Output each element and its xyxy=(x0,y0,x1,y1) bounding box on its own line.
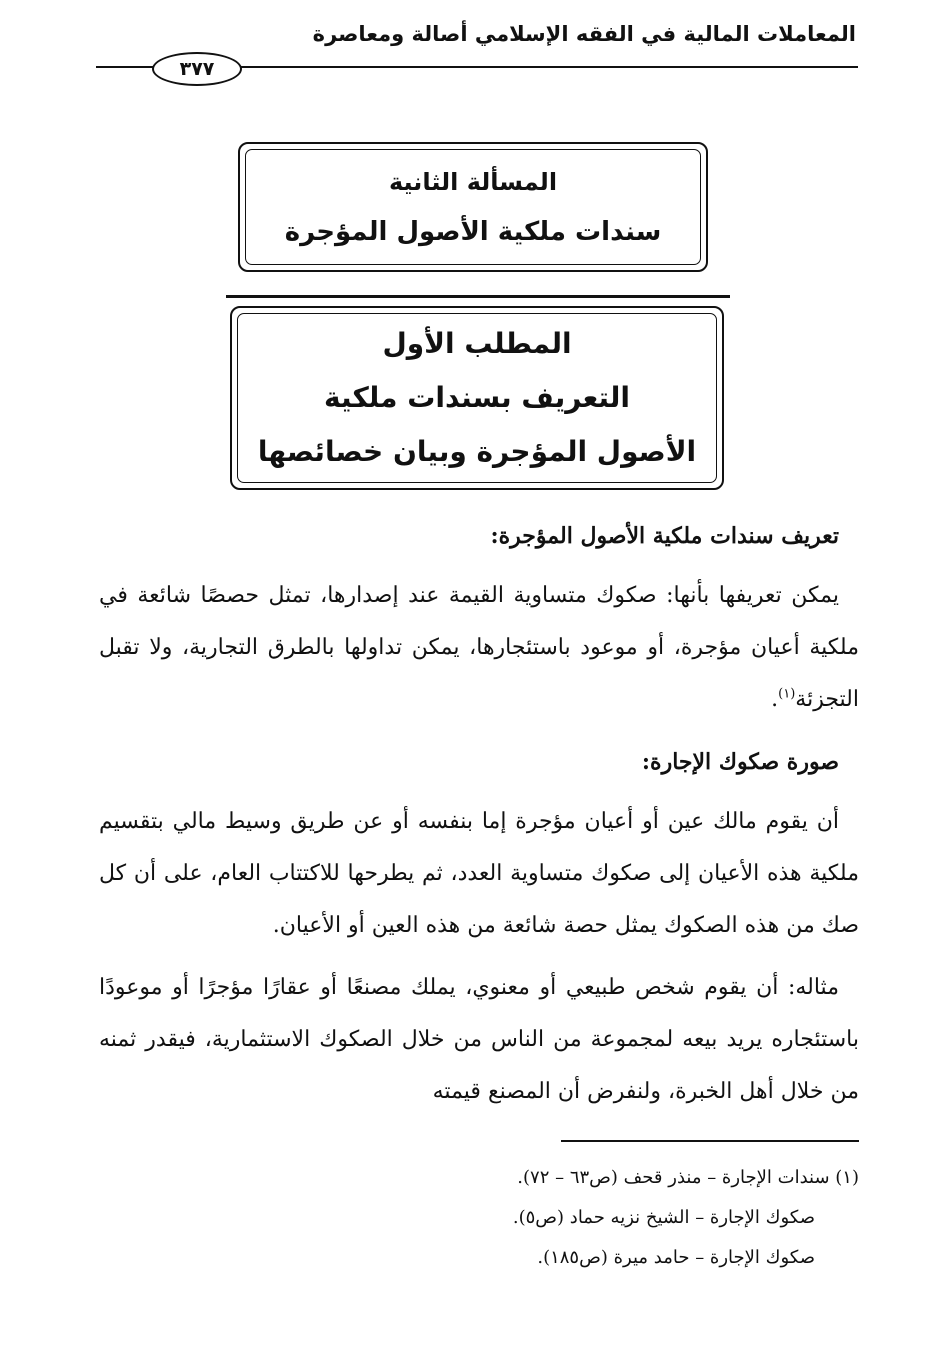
form-heading: صورة صكوك الإجارة: xyxy=(641,749,839,775)
definition-text: يمكن تعريفها بأنها: صكوك متساوية القيمة عند إصدارها، تمثل حصصًا شائعة في ملكية أعيان مؤجرة، أو موعود باستئجارها، يمكن تداولها بالطرق التجارية، ولا تقبل التجزئة xyxy=(99,583,859,712)
definition-heading: تعريف سندات ملكية الأصول المؤجرة: xyxy=(490,523,839,549)
body-text xyxy=(99,510,859,1128)
example-paragraph: مثاله: أن يقوم شخص طبيعي أو معنوي، يملك مصنعًا أو عقارًا مؤجرًا أو موعودًا باستئجاره يريد بيعه لمجموعة من الناس من خلال الصكوك الاستثمارية، فيقدر ثمنه من خلال أهل الخبرة، ولنفرض أن المصنع قيمته xyxy=(99,975,859,1104)
title-divider xyxy=(226,295,730,298)
footnote-rule xyxy=(561,1140,859,1142)
chapter-title-box xyxy=(230,306,724,490)
footnote-1-source-3: صكوك الإجارة – حامد ميرة (ص١٨٥). xyxy=(537,1247,815,1268)
chapter-title-line-1: المطلب الأول xyxy=(382,327,572,360)
form-paragraph: أن يقوم مالك عين أو أعيان مؤجرة إما بنفسه أو عن طريق وسيط مالي بتقسيم ملكية هذه الأعيان إلى صكوك متساوية العدد، ثم يطرحها للاكتتاب العام، على أن كل صك من هذه الصكوك يمثل حصة شائعة من هذه العين أو الأعيان. xyxy=(99,809,859,938)
footnote-1-source-2: صكوك الإجارة – الشيخ نزيه حماد (ص٥). xyxy=(512,1207,815,1228)
section-title-box xyxy=(238,142,708,272)
page-number: ٣٧٧ xyxy=(152,52,242,86)
footnote-ref-1[interactable]: (١) xyxy=(778,686,796,702)
running-title: المعاملات المالية في الفقه الإسلامي أصالة ومعاصرة xyxy=(312,22,856,46)
section-title-line-1: المسألة الثانية xyxy=(388,168,558,196)
chapter-title-line-2: التعريف بسندات ملكية xyxy=(324,381,630,414)
definition-paragraph xyxy=(99,570,859,726)
section-title-line-2: سندات ملكية الأصول المؤجرة xyxy=(284,217,662,247)
chapter-title-line-3: الأصول المؤجرة وبيان خصائصها xyxy=(257,435,697,468)
footnotes xyxy=(99,1158,859,1278)
footnote-1: (١) سندات الإجارة – منذر قحف (ص٦٣ – ٧٢). xyxy=(517,1167,859,1188)
definition-end: . xyxy=(771,687,779,712)
